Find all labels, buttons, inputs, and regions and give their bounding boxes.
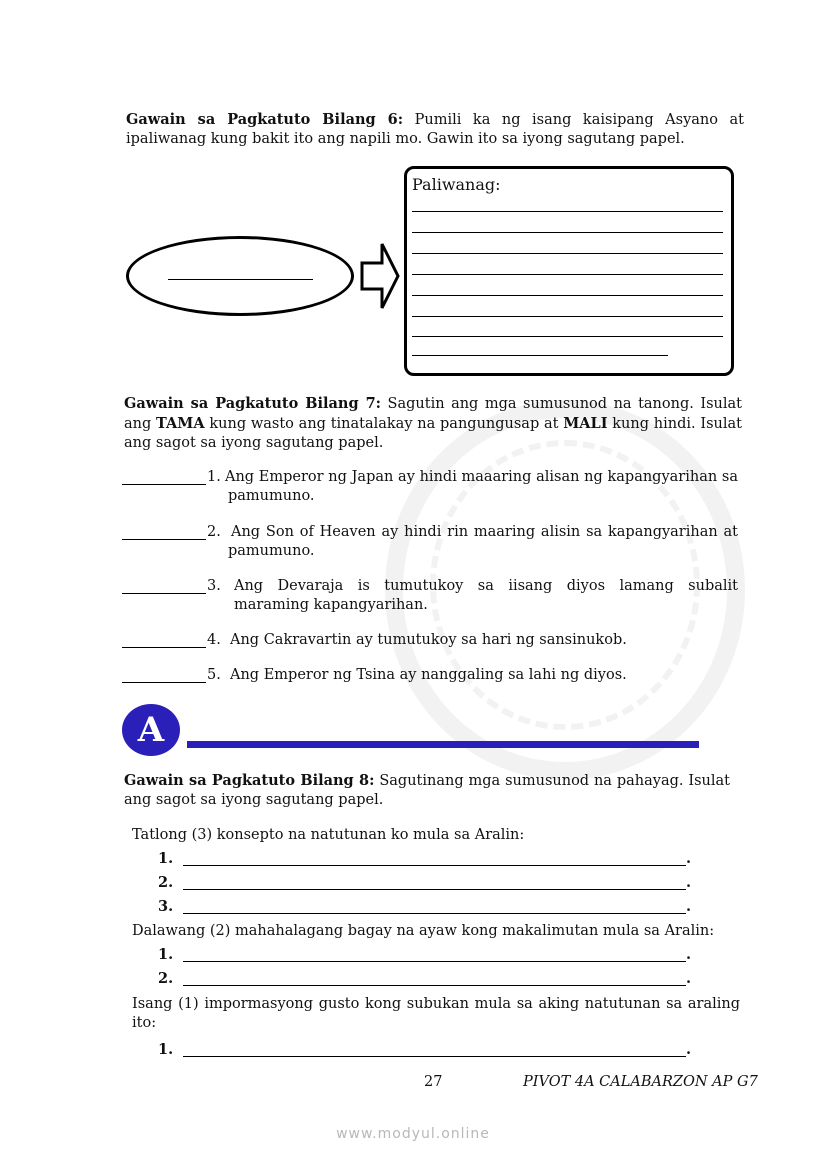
explanation-line[interactable]	[412, 355, 668, 356]
tama-keyword: TAMA	[156, 415, 205, 432]
answer-number: 3.	[158, 898, 174, 915]
item-text: Ang Emperor ng Japan ay hindi maaaring alisan ng kapangyarihan sa pamumuno.	[225, 469, 738, 504]
concept-oval	[126, 236, 354, 316]
item-text: Ang Emperor ng Tsina ay nanggaling sa lahi ng diyos.	[230, 667, 627, 683]
item-number: 3.	[207, 578, 221, 594]
mali-keyword: MALI	[563, 415, 608, 432]
item-number: 2.	[207, 524, 221, 540]
answer-line[interactable]	[183, 889, 686, 890]
answer-line[interactable]	[183, 985, 686, 986]
explanation-line[interactable]	[412, 232, 723, 233]
gawain-7-text: kung wasto ang tinatalakay na pangungusap at	[204, 416, 564, 432]
explanation-line[interactable]	[412, 211, 723, 212]
gawain-7-heading: Gawain sa Pagkatuto Bilang 7:	[124, 395, 382, 412]
line-end-period: .	[686, 970, 692, 987]
answer-line[interactable]	[183, 865, 686, 866]
gawain-6-heading: Gawain sa Pagkatuto Bilang 6:	[126, 111, 404, 128]
section-a-badge: A	[122, 704, 180, 756]
section-divider	[187, 741, 699, 748]
item-text: Ang Son of Heaven ay hindi rin maaring alisin sa kapangyarihan at pamumuno.	[228, 524, 738, 559]
answer-number: 2.	[158, 970, 174, 987]
answer-line[interactable]	[183, 913, 686, 914]
line-end-period: .	[686, 850, 692, 867]
answer-number: 1.	[158, 1041, 174, 1058]
answer-line[interactable]	[183, 961, 686, 962]
line-end-period: .	[686, 898, 692, 915]
item-text: Ang Cakravartin ay tumutukoy sa hari ng sansinukob.	[230, 632, 627, 648]
answer-line[interactable]	[183, 1056, 686, 1057]
answer-number: 1.	[158, 850, 174, 867]
gawain-6-instructions	[126, 110, 744, 149]
answer-blank[interactable]	[122, 539, 206, 540]
answer-blank[interactable]	[122, 593, 206, 594]
gawain-8-heading: Gawain sa Pagkatuto Bilang 8:	[124, 772, 375, 789]
gawain-6-text: Pumili ka ng isang kaisipang Asyano at ipaliwanag kung bakit ito ang napili mo. Gawin ito sa iyong sagutang papel.	[126, 112, 744, 147]
concept-answer-line[interactable]	[168, 279, 313, 280]
explanation-line[interactable]	[412, 295, 723, 296]
answer-blank[interactable]	[122, 484, 206, 485]
item-text: Ang Devaraja is tumutukoy sa iisang diyos lamang subalit maraming kapangyarihan.	[234, 578, 738, 613]
gawain-7-text: kung hindi. Isulat ang sagot sa iyong sagutang papel.	[124, 416, 742, 451]
site-watermark: www.modyul.online	[336, 1126, 490, 1142]
gawain-8-instructions	[124, 771, 730, 810]
item-number: 5.	[207, 667, 221, 683]
explanation-line[interactable]	[412, 274, 723, 275]
answer-blank[interactable]	[122, 647, 206, 648]
answer-number: 2.	[158, 874, 174, 891]
gawain-7-text: Sagutin ang mga sumusunod na tanong. Isulat ang	[124, 396, 742, 432]
explanation-label: Paliwanag:	[412, 175, 501, 194]
answer-number: 1.	[158, 946, 174, 963]
right-arrow-icon	[358, 236, 402, 316]
answer-blank[interactable]	[122, 682, 206, 683]
line-end-period: .	[686, 946, 692, 963]
page-number: 27	[424, 1074, 443, 1090]
gawain-8-text: Sagutinang mga sumusunod na pahayag. Isulat ang sagot sa iyong sagutang papel.	[124, 773, 730, 808]
gawain-7-instructions	[124, 394, 742, 453]
explanation-box	[404, 166, 734, 376]
line-end-period: .	[686, 1041, 692, 1058]
item-number: 4.	[207, 632, 221, 648]
explanation-line[interactable]	[412, 316, 723, 317]
explanation-line[interactable]	[412, 253, 723, 254]
prompt-three-concepts: Tatlong (3) konsepto na natutunan ko mula sa Aralin:	[132, 827, 525, 843]
line-end-period: .	[686, 874, 692, 891]
item-number: 1.	[207, 469, 221, 485]
prompt-two-things: Dalawang (2) mahahalagang bagay na ayaw kong makalimutan mula sa Aralin:	[132, 923, 715, 939]
prompt-one-info: Isang (1) impormasyong gusto kong subukan mula sa aking natutunan sa araling ito:	[132, 996, 740, 1031]
series-label: PIVOT 4A CALABARZON AP G7	[523, 1074, 758, 1090]
explanation-line[interactable]	[412, 336, 723, 337]
